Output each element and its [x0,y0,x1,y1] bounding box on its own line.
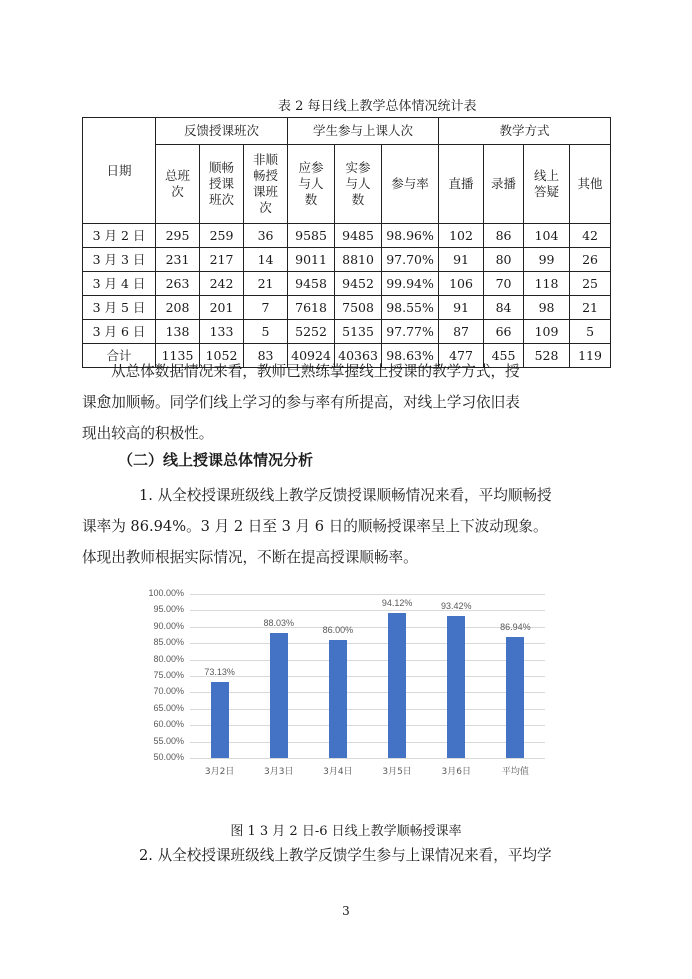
table-cell: 66 [484,320,524,344]
bar [506,637,524,758]
table-cell: 98.96% [382,224,439,248]
gridline [190,758,545,759]
paragraph-line: 现出较高的积极性。 [82,425,214,442]
y-tick-label: 75.00% [153,670,184,680]
gridline [190,692,545,693]
table-cell: 9452 [335,272,382,296]
table-cell: 86 [484,224,524,248]
table-cell: 106 [439,272,484,296]
table-cell: 5135 [335,320,382,344]
paragraph-line: 从总体数据情况来看，教师已熟练掌握线上授课的教学方式，授 [111,363,520,380]
bar [270,633,288,758]
y-tick-label: 85.00% [153,637,184,648]
paragraph-line: 2. 从全校授课班级线上教学反馈学生参与上课情况来看，平均学 [139,847,552,864]
table-cell: 91 [439,248,484,272]
subheader-recorded: 录播 [484,145,524,224]
paragraph-line: 课愈加顺畅。同学们线上学习的参与率有所提高，对线上学习依旧表 [82,394,520,411]
table-cell: 7618 [288,296,335,320]
y-tick-label: 55.00% [153,735,184,746]
table-cell: 7508 [335,296,382,320]
table-row [83,224,611,248]
y-tick-label: 60.00% [153,719,184,730]
header-feedback-group: 反馈授课班次 [156,118,288,145]
table-cell: 83 [244,344,288,368]
y-tick-label: 70.00% [153,686,184,697]
header-method-group: 教学方式 [439,118,611,145]
smooth-rate-bar-chart [130,580,560,780]
table-cell: 102 [439,224,484,248]
table-cell: 263 [156,272,200,296]
table-cell: 455 [484,344,524,368]
paragraph-line: 体现出教师根据实际情况，不断在提高授课顺畅率。 [82,549,418,566]
table-cell-date: 3 月 2 日 [83,224,156,248]
table-cell: 14 [244,248,288,272]
bar-value-label: 86.00% [322,624,354,635]
x-tick-label: 3月4日 [323,767,353,777]
table-cell-date: 3 月 5 日 [83,296,156,320]
table-cell: 21 [244,272,288,296]
table-row [83,296,611,320]
table-cell: 98.55% [382,296,439,320]
table-cell: 99.94% [382,272,439,296]
table-cell: 5252 [288,320,335,344]
paragraph-participation [82,840,610,871]
y-tick-label: 65.00% [153,702,184,713]
table-row [83,248,611,272]
table-cell: 259 [200,224,244,248]
y-tick-label: 90.00% [153,620,184,631]
table-cell: 5 [244,320,288,344]
paragraph-line: 课率为 86.94%。3 月 2 日至 3 月 6 日的顺畅授课率呈上下波动现象。 [82,518,548,535]
table-cell: 21 [570,296,611,320]
subheader-smooth-classes: 顺畅授课班次 [200,145,244,224]
table-row [83,272,611,296]
table-cell: 98 [524,296,570,320]
table-cell-date: 3 月 4 日 [83,272,156,296]
table-cell: 36 [244,224,288,248]
bar [388,613,406,758]
bar-value-label: 88.03% [263,618,295,629]
table-cell: 97.77% [382,320,439,344]
bar-value-label: 93.42% [440,600,472,611]
table-cell: 26 [570,248,611,272]
table-cell: 99 [524,248,570,272]
table-cell-date: 3 月 6 日 [83,320,156,344]
table-cell: 1052 [200,344,244,368]
table-cell: 133 [200,320,244,344]
x-tick-label: 平均值 [501,767,529,777]
figure-caption: 图 1 3 月 2 日-6 日线上教学顺畅授课率 [230,824,462,839]
table-cell: 9485 [335,224,382,248]
paragraph-smoothness [82,480,610,573]
paragraph-summary [82,356,610,449]
table-cell: 9011 [288,248,335,272]
header-participation-group: 学生参与上课人次 [288,118,439,145]
subheader-nonsmooth-classes: 非顺畅授课班次 [244,145,288,224]
header-date: 日期 [83,118,156,224]
table-cell: 80 [484,248,524,272]
page-number: 3 [342,904,350,918]
table-cell: 91 [439,296,484,320]
daily-stats-table [82,117,611,368]
table-cell: 217 [200,248,244,272]
table-cell: 138 [156,320,200,344]
subheader-participation-rate: 参与率 [382,145,439,224]
table-cell: 97.70% [382,248,439,272]
table-cell: 242 [200,272,244,296]
table-cell: 201 [200,296,244,320]
subheader-live: 直播 [439,145,484,224]
y-tick-label: 80.00% [153,653,184,664]
table-row [83,320,611,344]
table-cell: 84 [484,296,524,320]
subheader-online-qa: 线上答疑 [524,145,570,224]
table-cell: 109 [524,320,570,344]
bar-value-label: 73.13% [204,667,235,678]
bar [211,682,229,758]
table-cell: 528 [524,344,570,368]
section-heading: （二）线上授课总体情况分析 [118,451,314,469]
table-cell: 208 [156,296,200,320]
paragraph-line: 1. 从全校授课班级线上教学反馈授课顺畅情况来看，平均顺畅授 [139,487,552,504]
table-cell: 7 [244,296,288,320]
table-cell: 231 [156,248,200,272]
subheader-total-classes: 总班次 [156,145,200,224]
y-tick-label: 100.00% [148,588,184,598]
table-cell: 87 [439,320,484,344]
table-cell: 70 [484,272,524,296]
table-cell: 98.63% [382,344,439,368]
table-cell: 5 [570,320,611,344]
table-cell-date: 3 月 3 日 [83,248,156,272]
bar [447,616,465,758]
x-tick-label: 3月3日 [264,767,294,777]
gridline [190,594,545,595]
subheader-expected-participants: 应参与人数 [288,145,335,224]
table-cell: 295 [156,224,200,248]
subheader-other: 其他 [570,145,611,224]
table-cell: 8810 [335,248,382,272]
table-cell-date: 合计 [83,344,156,368]
table-cell: 40924 [288,344,335,368]
x-tick-label: 3月6日 [441,767,471,777]
table-cell: 9585 [288,224,335,248]
table-cell: 477 [439,344,484,368]
table-cell: 42 [570,224,611,248]
table-cell: 104 [524,224,570,248]
gridline [190,660,545,661]
gridline [190,725,545,726]
y-tick-label: 50.00% [153,752,184,762]
table-cell: 118 [524,272,570,296]
gridline [190,742,545,743]
x-tick-label: 3月5日 [382,767,412,777]
bar-value-label: 94.12% [381,598,413,609]
bar [329,640,347,758]
table-caption: 表 2 每日线上教学总体情况统计表 [278,99,477,114]
table-cell: 40363 [335,344,382,368]
bar-value-label: 86.94% [500,621,531,632]
table-cell: 9458 [288,272,335,296]
table-cell: 1135 [156,344,200,368]
subheader-actual-participants: 实参与人数 [335,145,382,224]
gridline [190,709,545,710]
table-cell: 119 [570,344,611,368]
y-tick-label: 95.00% [153,604,184,615]
gridline [190,610,545,611]
x-tick-label: 3月2日 [204,767,235,777]
gridline [190,643,545,644]
table-cell: 25 [570,272,611,296]
